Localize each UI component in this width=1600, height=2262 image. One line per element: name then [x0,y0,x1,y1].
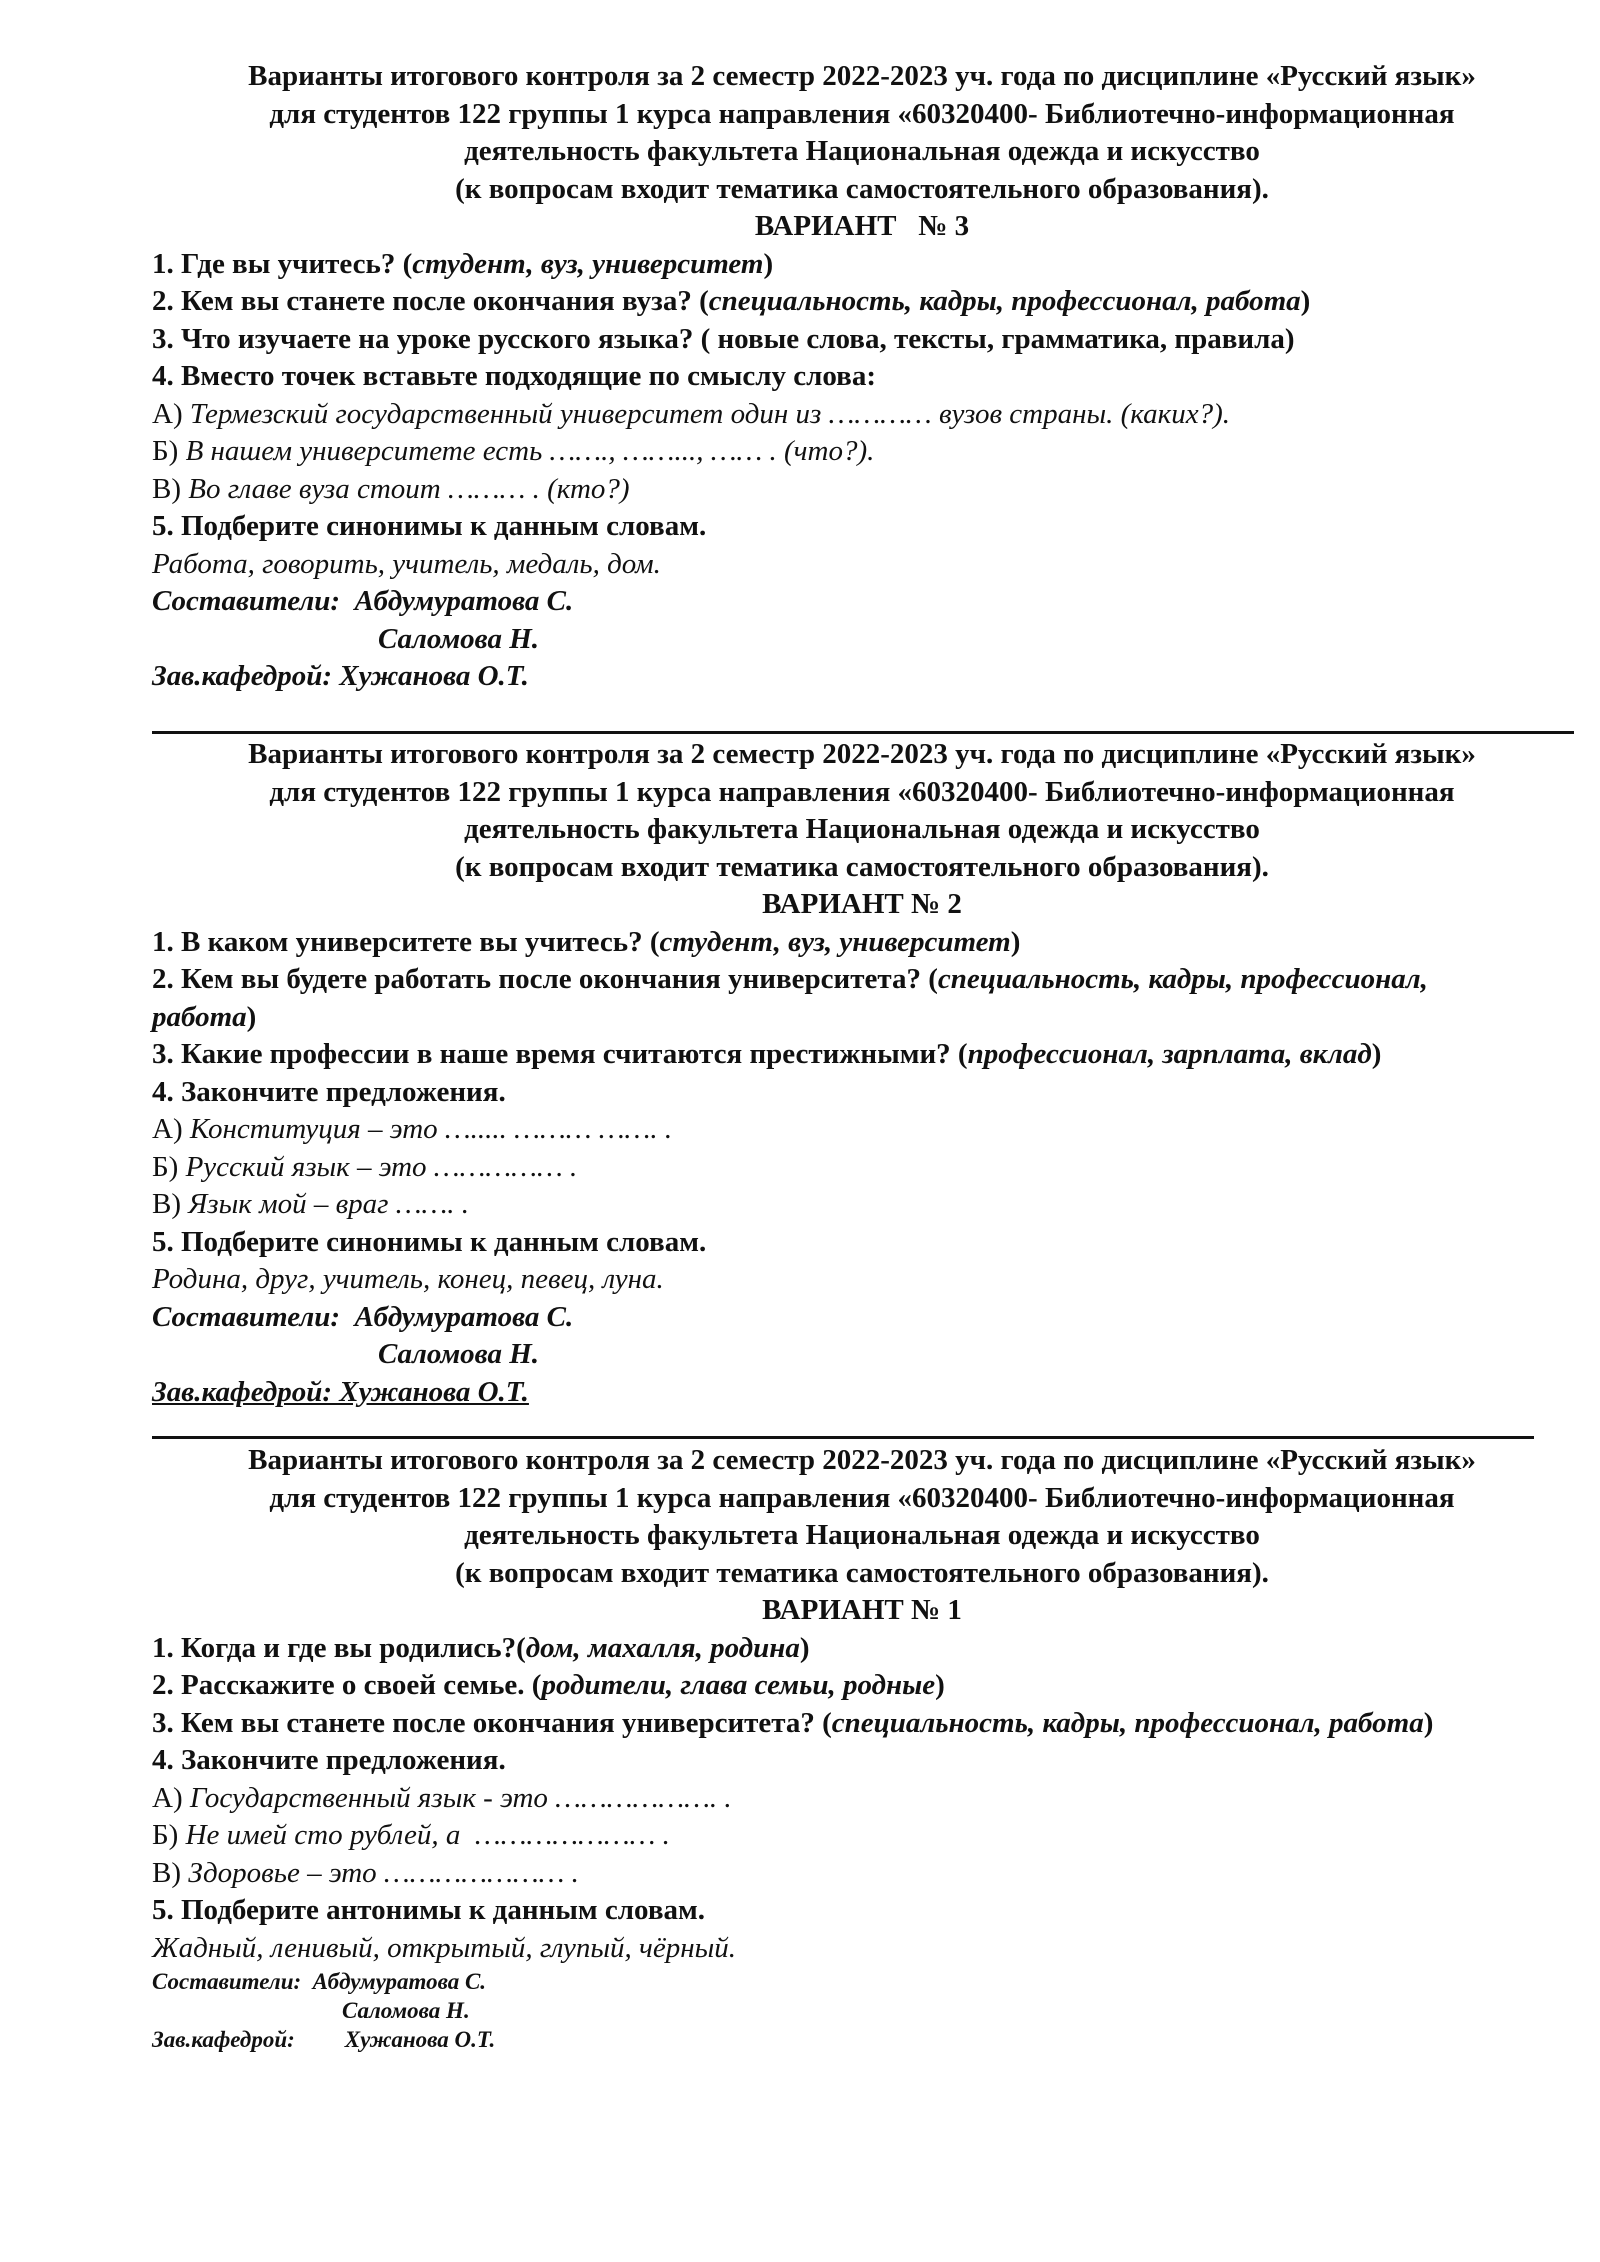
variant-1 [152,1442,1572,2054]
question-4: 4. Закончите предложения. [152,1075,506,1108]
department-head: Зав.кафедрой: Хужанова О.Т. [152,1375,529,1408]
variant-header [152,736,1572,924]
compilers: Составители: Абдумуратова С. [152,1300,574,1333]
header-line-1: Варианты итогового контроля за 2 семестр 2022-2023 уч. года по дисциплине «Русский язык» [248,738,1476,770]
header-line-1: Варианты итогового контроля за 2 семестр 2022-2023 уч. года по дисциплине «Русский язык» [248,60,1476,92]
item-c: В) Язык мой – враг ……. . [152,1188,470,1220]
question-1: 1. Где вы учитесь? (студент, вуз, университет) [152,247,774,280]
question-5: 5. Подберите синонимы к данным словам. [152,1225,707,1258]
compiler-1: Абдумуратова С. [354,585,574,617]
header-line-2: для студентов 122 группы 1 курса направления «60320400- Библиотечно-информационная [269,1481,1455,1514]
question-2: 2. Кем вы станете после окончания вуза? (специальность, кадры, профессионал, работа) [152,285,1311,317]
department-head-name: Хужанова О.Т. [344,2027,496,2052]
question-4: 4. Закончите предложения. [152,1744,506,1776]
compilers: Составители: Абдумуратова С. [152,1969,487,1994]
question-2-hint: специальность, кадры, профессионал, работа [152,963,1428,1033]
variant-header [152,1442,1572,1630]
question-3-hint: специальность, кадры, профессионал, работа [831,1706,1424,1739]
section-divider [152,731,1574,734]
item-c: В) Во главе вуза стоит ……… . (кто?) [152,472,630,505]
word-list: Работа, говорить, учитель, медаль, дом. [152,547,661,580]
question-1-hint: студент, вуз, университет [659,925,1011,958]
variant-header [152,58,1572,246]
header-line-4: (к вопросам входит тематика самостоятельного образования). [455,850,1269,883]
question-1: 1. Когда и где вы родились?(дом, махалля, родина) [152,1631,810,1664]
variant-title: ВАРИАНТ № 1 [762,1594,962,1626]
header-line-2: для студентов 122 группы 1 курса направления «60320400- Библиотечно-информационная [269,97,1455,130]
compiler-2: Саломова Н. [342,1998,470,2023]
question-5: 5. Подберите антонимы к данным словам. [152,1894,705,1926]
header-line-3: деятельность факультета Национальная одежда и искусство [464,813,1260,845]
question-1-hint: студент, вуз, университет [412,247,764,280]
question-3: 3. Что изучаете на уроке русского языка? ( новые слова, тексты, грамматика, правила) [152,322,1295,355]
question-3-hint: профессионал, зарплата, вклад [967,1038,1372,1070]
question-2: 2. Кем вы будете работать после окончания университета? (специальность, кадры, профессионал, работа) [152,963,1428,1033]
item-b: Б) Не имей сто рублей, а ………………… . [152,1819,670,1851]
variant-2 [152,736,1572,1411]
question-5: 5. Подберите синонимы к данным словам. [152,510,707,542]
compiler-1: Абдумуратова С. [354,1300,574,1333]
header-line-3: деятельность факультета Национальная одежда и искусство [464,1519,1260,1551]
compiler-2: Саломова Н. [378,1338,540,1370]
compiler-2: Саломова Н. [378,622,540,655]
header-line-3: деятельность факультета Национальная одежда и искусство [464,135,1260,167]
item-b: Б) В нашем университете есть ……., ……..., …… . (что?). [152,435,875,467]
header-line-1: Варианты итогового контроля за 2 семестр 2022-2023 уч. года по дисциплине «Русский язык» [248,1444,1476,1476]
department-head: Зав.кафедрой: Хужанова О.Т. [152,660,529,692]
item-b: Б) Русский язык – это …………… . [152,1150,578,1183]
item-a: А) Термезский государственный университет один из ………… вузов страны. (каких?). [152,397,1230,430]
variant-3 [152,58,1572,696]
item-a: А) Конституция – это …..... ……… ……. . [152,1113,673,1145]
compilers: Составители: Абдумуратова С. [152,585,574,617]
question-1-hint: дом, махалля, родина [525,1631,800,1664]
question-2: 2. Расскажите о своей семье. (родители, глава семьи, родные) [152,1669,945,1701]
compiler-1: Абдумуратова С. [312,1969,487,1994]
question-4: 4. Вместо точек вставьте подходящие по смыслу слова: [152,360,876,392]
question-3: 3. Кем вы станете после окончания университета? (специальность, кадры, профессионал, работа) [152,1706,1434,1739]
section-divider [152,1436,1534,1439]
header-line-4: (к вопросам входит тематика самостоятельного образования). [455,172,1269,205]
header-line-2: для студентов 122 группы 1 курса направления «60320400- Библиотечно-информационная [269,775,1455,808]
question-2-hint: родители, глава семьи, родные [541,1669,936,1701]
item-a: А) Государственный язык - это ………………. . [152,1781,732,1814]
question-2-hint: специальность, кадры, профессионал, работа [708,285,1301,317]
word-list: Жадный, ленивый, открытый, глупый, чёрный. [152,1931,737,1964]
variant-title: ВАРИАНТ № 2 [762,888,962,920]
question-1: 1. В каком университете вы учитесь? (студент, вуз, университет) [152,925,1021,958]
word-list: Родина, друг, учитель, конец, певец, луна. [152,1263,664,1295]
item-c: В) Здоровье – это ………………… . [152,1856,579,1889]
header-line-4: (к вопросам входит тематика самостоятельного образования). [455,1556,1269,1589]
question-3: 3. Какие профессии в наше время считаются престижными? (профессионал, зарплата, вклад) [152,1038,1382,1070]
department-head: Зав.кафедрой: Хужанова О.Т. [152,2027,496,2052]
variant-title: ВАРИАНТ № 3 [754,210,970,242]
